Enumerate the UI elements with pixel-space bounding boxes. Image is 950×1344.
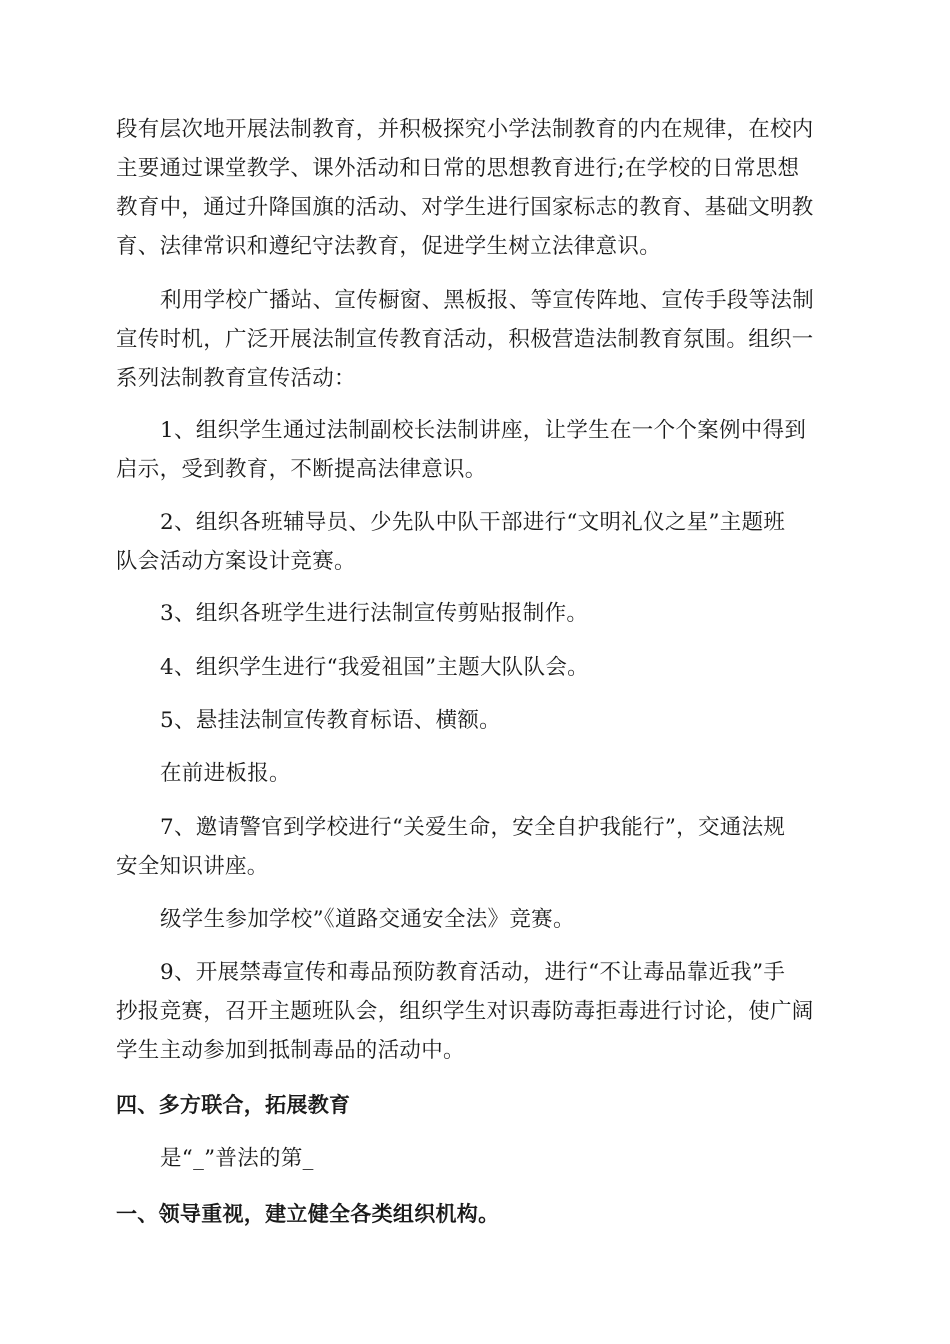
text-line: 教育中，通过升降国旗的活动、对学生进行国家标志的教育、基础文明教 [116,195,814,220]
text-line: 安全知识讲座。 [116,854,269,879]
text-line: 主要通过课堂教学、课外活动和日常的思想教育进行;在学校的日常思想 [116,156,800,181]
text-line: 7、邀请警官到学校进行“关爱生命，安全自护我能行”，交通法规 [160,815,786,840]
text-line: 学生主动参加到抵制毒品的活动中。 [116,1038,465,1063]
text-line: 4、组织学生进行“我爱祖国”主题大队队会。 [160,655,589,680]
heading-text: 四、多方联合，拓展教育 [116,1093,351,1117]
text-line: 宣传时机，广泛开展法制宣传教育活动，积极营造法制教育氛围。组织一 [116,327,814,352]
text-line: 级学生参加学校”《道路交通安全法》竞赛。 [160,907,575,932]
text-line: 段有层次地开展法制教育，并积极探究小学法制教育的内在规律，在校内 [116,117,814,142]
heading-text: 一、领导重视，建立健全各类组织机构。 [116,1202,500,1226]
text-line: 1、组织学生通过法制副校长法制讲座，让学生在一个个案例中得到 [160,418,807,443]
text-line: 队会活动方案设计竞赛。 [116,549,356,574]
text-line: 9、开展禁毒宣传和毒品预防教育活动，进行“不让毒品靠近我”手 [160,960,786,985]
text-line: 系列法制教育宣传活动： [116,366,356,391]
text-line: 利用学校广播站、宣传橱窗、黑板报、等宣传阵地、宣传手段等法制 [160,288,815,313]
text-line: 在前进板报。 [160,761,291,786]
text-line: 育、法律常识和遵纪守法教育，促进学生树立法律意识。 [116,234,662,259]
text-line: 抄报竞赛，召开主题班队会，组织学生对识毒防毒拒毒进行讨论，使广阔 [116,999,814,1024]
text-line: 3、组织各班学生进行法制宣传剪贴报制作。 [160,601,589,626]
text-line: 2、组织各班辅导员、少先队中队干部进行“文明礼仪之星”主题班 [160,510,786,535]
text-line: 是“_”普法的第_ [160,1146,314,1171]
text-line: 5、悬挂法制宣传教育标语、横额。 [160,708,501,733]
text-line: 启示，受到教育，不断提高法律意识。 [116,457,487,482]
